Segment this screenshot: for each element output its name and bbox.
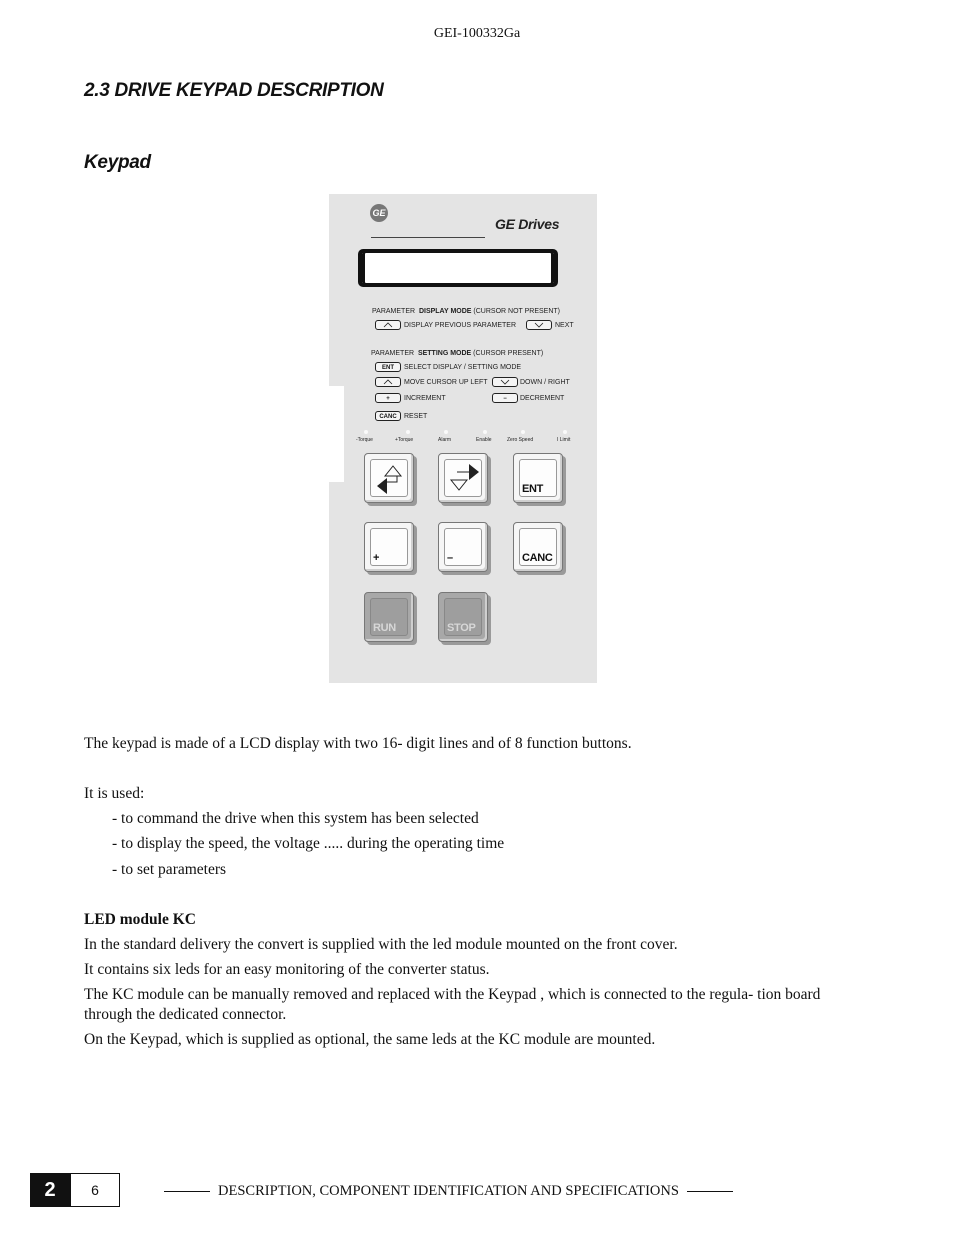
led-label-plus-torque: +Torque (395, 437, 414, 443)
led-label-zero-speed: Zero Speed (507, 437, 534, 443)
led-paragraph: The KC module can be manually removed and replaced with the Keypad , which is connected to the regula- tion board through the dedicated connector. (84, 986, 821, 1023)
led-paragraph: On the Keypad, which is supplied as optional, the same leds at the KC module are mounted. (84, 1031, 656, 1048)
use-item: - to set parameters (112, 861, 227, 878)
led-label-enable: Enable (476, 437, 492, 443)
led-label-alarm: Alarm (438, 437, 452, 443)
minus-key (438, 522, 488, 572)
legend-display-previous: DISPLAY PREVIOUS PARAMETER (404, 322, 517, 329)
run-key-label: RUN (373, 622, 396, 634)
led-minus-torque (364, 430, 368, 434)
led-label-minus-torque: -Torque (356, 437, 373, 443)
legend-down-key-icon (492, 377, 518, 387)
plus-key (364, 522, 414, 572)
down-right-key (438, 453, 488, 503)
legend-canc-key: CANC (375, 411, 401, 421)
ent-key-label: ENT (522, 483, 544, 495)
led-module-title: LED module KC (84, 911, 196, 928)
led-paragraph: It contains six leds for an easy monitoring of the converter status. (84, 961, 490, 978)
legend-increment: INCREMENT (404, 395, 446, 402)
brand-underline (371, 237, 485, 238)
legend-next: NEXT (555, 322, 574, 329)
keypad-panel-notch (329, 386, 344, 482)
legend-decrement: DECREMENT (520, 395, 565, 402)
legend-ent-key: ENT (375, 362, 401, 372)
ent-key (513, 453, 563, 503)
legend-select-display: SELECT DISPLAY / SETTING MODE (404, 364, 522, 371)
led-plus-torque (406, 430, 410, 434)
section-title: 2.3 DRIVE KEYPAD DESCRIPTION (84, 80, 384, 101)
chapter-number: 2 (30, 1173, 70, 1207)
minus-key-label: – (447, 552, 453, 564)
led-zero-speed (521, 430, 525, 434)
legend-down-right-key-icon (526, 320, 552, 330)
legend-up-left-key-icon (375, 320, 401, 330)
led-label-i-limit: I Limit (557, 437, 571, 443)
run-key (364, 592, 414, 642)
brand-label: GE Drives (495, 216, 560, 232)
legend-plus-key: + (375, 393, 401, 403)
led-paragraph: In the standard delivery the convert is supplied with the led module mounted on the front cover. (84, 936, 678, 953)
page-number: 6 (70, 1173, 120, 1207)
footer-rule-right (687, 1191, 733, 1192)
led-enable (483, 430, 487, 434)
legend-move-left-key-icon (375, 377, 401, 387)
ge-logo-icon: GE (370, 204, 388, 222)
down-right-arrow-icon (445, 460, 481, 496)
up-left-key (364, 453, 414, 503)
legend-move-cursor: MOVE CURSOR UP LEFT (404, 379, 488, 386)
legend-minus-key: − (492, 393, 518, 403)
legend-reset: RESET (404, 413, 428, 420)
document-id: GEI-100332Ga (433, 26, 521, 41)
canc-key-label: CANC (522, 552, 553, 564)
plus-key-label: + (373, 552, 380, 564)
footer (164, 1183, 769, 1200)
led-i-limit (563, 430, 567, 434)
canc-key (513, 522, 563, 572)
led-alarm (444, 430, 448, 434)
sub-title: Keypad (84, 152, 151, 173)
display-mode-title: PARAMETER DISPLAY MODE (CURSOR NOT PRESENT) (372, 308, 561, 315)
lcd-display (358, 249, 558, 287)
use-item: - to display the speed, the voltage ..... during the operating time (112, 835, 505, 852)
keypad-intro-paragraph: The keypad is made of a LCD display with two 16- digit lines and of 8 function buttons. (84, 735, 632, 752)
stop-key-label: STOP (447, 622, 476, 634)
stop-key (438, 592, 488, 642)
footer-title: DESCRIPTION, COMPONENT IDENTIFICATION AND SPECIFICATIONS (218, 1183, 679, 1199)
footer-rule-left (164, 1191, 210, 1192)
use-item: - to command the drive when this system has been selected (112, 810, 479, 827)
uses-title: It is used: (84, 785, 145, 802)
up-left-arrow-icon (371, 460, 407, 496)
setting-mode-title: PARAMETER SETTING MODE (CURSOR PRESENT) (371, 350, 544, 357)
legend-down-right: DOWN / RIGHT (520, 379, 570, 386)
